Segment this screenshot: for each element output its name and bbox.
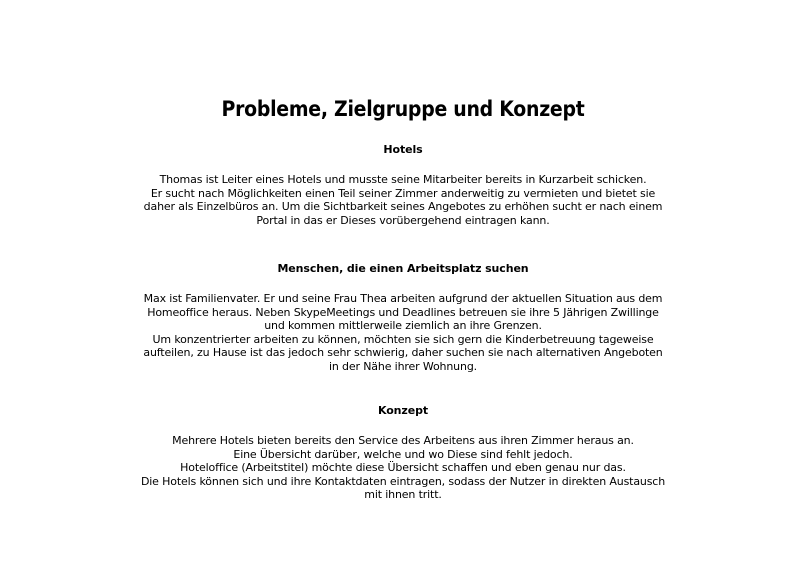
text-line: Max ist Familienvater. Er und seine Frau Thea arbeiten aufgrund der aktuellen Situation aus dem [143,292,663,305]
section-body-arbeitsplatz-suchende [0,292,806,373]
page-title: Probleme, Zielgruppe und Konzept [221,97,585,121]
section-heading-hotels: Hotels [383,143,423,156]
text-line: Mehrere Hotels bieten bereits den Service des Arbeitens aus ihren Zimmer heraus an. [172,434,634,447]
text-line: Die Hotels können sich und ihre Kontaktdaten eintragen, sodass der Nutzer in direkten Austausch [140,474,666,488]
section-heading-arbeitsplatz-suchende: Menschen, die einen Arbeitsplatz suchen [277,262,529,275]
text-line: Portal in das er Dieses vorübergehend eintragen kann. [256,213,550,227]
text-line: Hoteloffice (Arbeitstitel) möchte diese Übersicht schaffen und eben genau nur das. [180,461,626,474]
section-heading-konzept: Konzept [377,404,428,417]
text-line: in der Nähe ihrer Wohnung. [328,359,478,373]
text-line: Er sucht nach Möglichkeiten einen Teil seiner Zimmer anderweitig zu vermieten und bietet sie [150,186,656,200]
text-line: und kommen mittlerweile ziemlich an ihre Grenzen. [264,319,542,332]
section-body-konzept [0,434,806,502]
text-line: aufteilen, zu Hause ist das jedoch sehr schwierig, daher suchen sie nach alternativen Angeboten [143,346,663,359]
text-line: Um konzentrierter arbeiten zu können, möchten sie sich gern die Kinderbetreuung tageweise [152,332,654,346]
section-body-hotels [0,173,806,227]
text-line: Homeoffice heraus. Neben SkypeMeetings und Deadlines betreuen sie ihre 5 Jährigen Zwillinge [147,305,659,319]
section-arbeitsplatz-suchende [0,262,806,373]
section-hotels [0,143,806,227]
section-konzept [0,404,806,502]
text-line: mit ihnen tritt. [364,488,442,501]
text-line: Thomas ist Leiter eines Hotels und musste seine Mitarbeiter bereits in Kurzarbeit schicken. [159,173,647,186]
text-line: Eine Übersicht darüber, welche und wo Diese sind fehlt jedoch. [233,447,573,461]
text-line: daher als Einzelbüros an. Um die Sichtbarkeit seines Angebotes zu erhöhen sucht er nach einem [143,200,663,213]
